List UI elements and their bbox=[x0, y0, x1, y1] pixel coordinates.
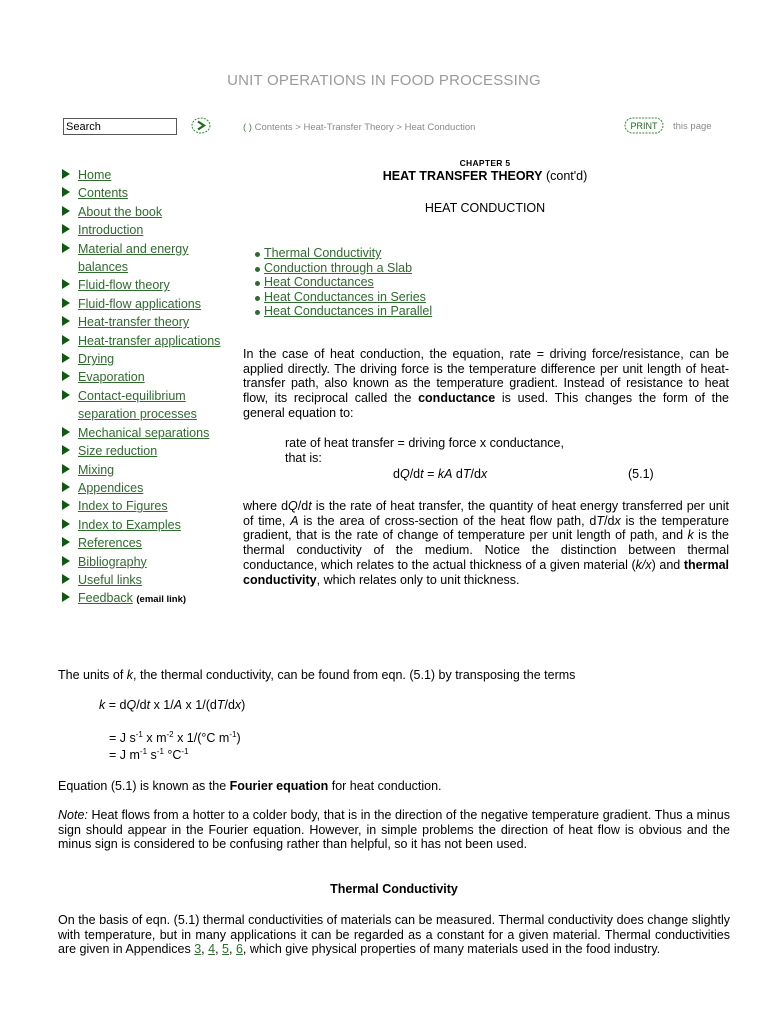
print-button[interactable] bbox=[624, 117, 664, 134]
breadcrumb-contents[interactable]: Contents bbox=[254, 122, 293, 133]
breadcrumb-separator: > bbox=[396, 122, 402, 133]
bullet-icon bbox=[255, 310, 260, 315]
appendix-link[interactable]: 3 bbox=[194, 942, 202, 957]
note-paragraph: Note: Heat flows from a hotter to a colder body, that is in the direction of the negative temperature gradient. Thus a minus sign should appear in the Fourier equation. However, in simple problems the direction of heat flow is obvious and the minus sign is considered to be confusing rather than helpful, so it has not been used. bbox=[58, 808, 730, 852]
breadcrumb-current: Heat Conduction bbox=[404, 122, 476, 133]
sidebar-item bbox=[62, 368, 232, 386]
triangle-bullet-icon bbox=[62, 574, 70, 584]
sidebar-link[interactable]: Fluid-flow theory bbox=[78, 278, 170, 293]
sidebar-item bbox=[62, 553, 232, 571]
sidebar-item bbox=[62, 332, 232, 350]
definitions-paragraph: where dQ/dt is the rate of heat transfer, the quantity of heat energy transferred per unit of time, A is the area of cross-section of the heat flow path, dT/dx is the temperature gradient, that is the rate of change of temperature per unit length of path, and k is the thermal conductivity of the medium. Notice the distinction between thermal conductance, which relates to the actual thickness of a given material (k/x) and thermal conductivity, which relates only to unit thickness. bbox=[243, 499, 730, 587]
sidebar-link[interactable]: Mechanical separations bbox=[78, 425, 210, 440]
sidebar-link[interactable]: Feedback bbox=[78, 591, 133, 606]
sidebar-item bbox=[62, 461, 232, 479]
triangle-bullet-icon bbox=[62, 500, 70, 510]
triangle-bullet-icon bbox=[62, 464, 70, 474]
topic-list bbox=[255, 246, 432, 319]
sidebar-link[interactable]: About the book bbox=[78, 204, 163, 219]
appendix-link[interactable]: 6 bbox=[235, 942, 243, 957]
sidebar-link[interactable]: Index to Figures bbox=[78, 499, 168, 514]
triangle-bullet-icon bbox=[62, 371, 70, 381]
equation-number: (5.1) bbox=[628, 467, 654, 481]
triangle-bullet-icon bbox=[62, 445, 70, 455]
sidebar-item bbox=[62, 571, 232, 589]
sidebar-link[interactable]: Drying bbox=[78, 352, 115, 367]
topic-link[interactable]: Heat Conductances in Series bbox=[264, 289, 426, 304]
thermal-conductivity-paragraph: On the basis of eqn. (5.1) thermal conductivities of materials can be measured. Thermal conductivity does change slightly with temperature, but in many applications it can be regarded as a constant for a given material. Thermal conductivities are given in Appendices 3, 4, 5, 6, which give physical properties of many materials used in the food industry. bbox=[58, 913, 730, 957]
sidebar-link[interactable]: Contents bbox=[78, 186, 129, 201]
equation-text-line: rate of heat transfer = driving force x conductance, bbox=[285, 436, 564, 450]
triangle-bullet-icon bbox=[62, 224, 70, 234]
triangle-bullet-icon bbox=[62, 335, 70, 345]
site-title: UNIT OPERATIONS IN FOOD PROCESSING bbox=[227, 72, 541, 89]
sidebar-item bbox=[62, 295, 232, 313]
sidebar-link[interactable]: Introduction bbox=[78, 223, 144, 238]
section-title: Thermal Conductivity bbox=[330, 882, 458, 896]
sidebar-link[interactable]: Material and energy balances bbox=[78, 241, 189, 275]
units-equation-line-2: = J $s^{-1}$ x $m^{-2}$ x 1/(°C $m^{-1}$) bbox=[109, 729, 241, 745]
sidebar-item bbox=[62, 387, 232, 424]
appendix-link[interactable]: 5 bbox=[222, 942, 229, 957]
page-title-main: HEAT TRANSFER THEORY bbox=[382, 169, 543, 183]
sidebar-link[interactable]: Evaporation bbox=[78, 370, 145, 385]
topic-link[interactable]: Heat Conductances in Parallel bbox=[264, 304, 433, 319]
triangle-bullet-icon bbox=[62, 592, 70, 602]
sidebar-link[interactable]: References bbox=[78, 536, 142, 551]
units-equation-line-1: k = dQ/dt x 1/A x 1/(dT/dx) bbox=[99, 698, 246, 712]
sidebar-nav bbox=[62, 166, 232, 610]
breadcrumb-separator: > bbox=[295, 122, 301, 133]
topic-item bbox=[255, 261, 432, 276]
sidebar-item bbox=[62, 240, 232, 277]
triangle-bullet-icon bbox=[62, 556, 70, 566]
sidebar-link[interactable]: Mixing bbox=[78, 462, 115, 477]
triangle-bullet-icon bbox=[62, 169, 70, 179]
sidebar-link[interactable]: Contact-equilibrium separation processes bbox=[78, 388, 197, 422]
equation-text-line: that is: bbox=[285, 451, 322, 465]
triangle-bullet-icon bbox=[62, 519, 70, 529]
crumb-icon: ( ) bbox=[243, 122, 252, 133]
triangle-bullet-icon bbox=[62, 316, 70, 326]
sidebar-item bbox=[62, 497, 232, 515]
sidebar-item bbox=[62, 534, 232, 552]
triangle-bullet-icon bbox=[62, 353, 70, 363]
units-equation-line-3: = J $m^{-1}$ $s^{-1}$ $^\circ C^{-1}$ bbox=[109, 746, 189, 762]
sidebar-link[interactable]: Size reduction bbox=[78, 444, 158, 459]
breadcrumb bbox=[243, 122, 475, 133]
triangle-bullet-icon bbox=[62, 482, 70, 492]
sidebar-item bbox=[62, 350, 232, 368]
sidebar-item-note: (email link) bbox=[136, 594, 187, 606]
equation-formula: dQ/dt = kA dT/dx bbox=[393, 467, 488, 481]
sidebar-item bbox=[62, 166, 232, 184]
sidebar-link[interactable]: Heat-transfer theory bbox=[78, 315, 190, 330]
intro-paragraph: In the case of heat conduction, the equation, rate = driving force/resistance, can be applied directly. The driving force is the temperature difference per unit length of heat-transfer path, also known as the temperature gradient. Instead of resistance to heat flow, its reciprocal called the conductance is used. This changes the form of the general equation to: bbox=[243, 347, 729, 420]
sidebar-link[interactable]: Index to Examples bbox=[78, 517, 181, 532]
units-intro-paragraph: The units of k, the thermal conductivity, can be found from eqn. (5.1) by transposing the terms bbox=[58, 668, 576, 682]
sidebar-item bbox=[62, 184, 232, 202]
topic-item bbox=[255, 275, 432, 290]
triangle-bullet-icon bbox=[62, 390, 70, 400]
sidebar-item bbox=[62, 589, 232, 609]
search-input[interactable] bbox=[63, 118, 177, 135]
sidebar-item bbox=[62, 424, 232, 442]
sidebar-item bbox=[62, 221, 232, 239]
topic-link[interactable]: Heat Conductances bbox=[264, 275, 374, 290]
triangle-bullet-icon bbox=[62, 243, 70, 253]
triangle-bullet-icon bbox=[62, 298, 70, 308]
sidebar-link[interactable]: Heat-transfer applications bbox=[78, 333, 221, 348]
topic-item bbox=[255, 290, 432, 305]
breadcrumb-heat-transfer[interactable]: Heat-Transfer Theory bbox=[303, 122, 394, 133]
sidebar-item bbox=[62, 203, 232, 221]
appendix-link[interactable]: 4 bbox=[208, 942, 216, 957]
sidebar-item bbox=[62, 442, 232, 460]
bullet-icon bbox=[255, 267, 260, 272]
bullet-icon bbox=[255, 281, 260, 286]
bullet-icon bbox=[255, 296, 260, 301]
page-title bbox=[330, 169, 640, 183]
bullet-icon bbox=[255, 252, 260, 257]
print-suffix: this page bbox=[673, 121, 712, 132]
topic-item bbox=[255, 246, 432, 261]
topic-item bbox=[255, 304, 432, 319]
triangle-bullet-icon bbox=[62, 279, 70, 289]
sidebar-item bbox=[62, 516, 232, 534]
topic-link[interactable]: Thermal Conductivity bbox=[264, 246, 382, 260]
sidebar-link[interactable]: Useful links bbox=[78, 572, 142, 587]
triangle-bullet-icon bbox=[62, 537, 70, 547]
chapter-label: CHAPTER 5 bbox=[459, 158, 511, 168]
sidebar-link[interactable]: Home bbox=[78, 168, 112, 182]
go-arrow-icon[interactable] bbox=[191, 117, 211, 134]
fourier-paragraph: Equation (5.1) is known as the Fourier equation for heat conduction. bbox=[58, 779, 442, 793]
sidebar-item bbox=[62, 313, 232, 331]
sidebar-link[interactable]: Appendices bbox=[78, 480, 144, 495]
topic-link[interactable]: Conduction through a Slab bbox=[264, 260, 413, 275]
page-title-suffix: (cont'd) bbox=[545, 169, 588, 183]
sidebar-item bbox=[62, 276, 232, 294]
sidebar-link[interactable]: Bibliography bbox=[78, 554, 147, 569]
sidebar-link[interactable]: Fluid-flow applications bbox=[78, 296, 201, 311]
section-heading: HEAT CONDUCTION bbox=[424, 201, 546, 215]
print-label: PRINT bbox=[630, 121, 658, 131]
sidebar-item bbox=[62, 479, 232, 497]
triangle-bullet-icon bbox=[62, 206, 70, 216]
triangle-bullet-icon bbox=[62, 427, 70, 437]
triangle-bullet-icon bbox=[62, 187, 70, 197]
